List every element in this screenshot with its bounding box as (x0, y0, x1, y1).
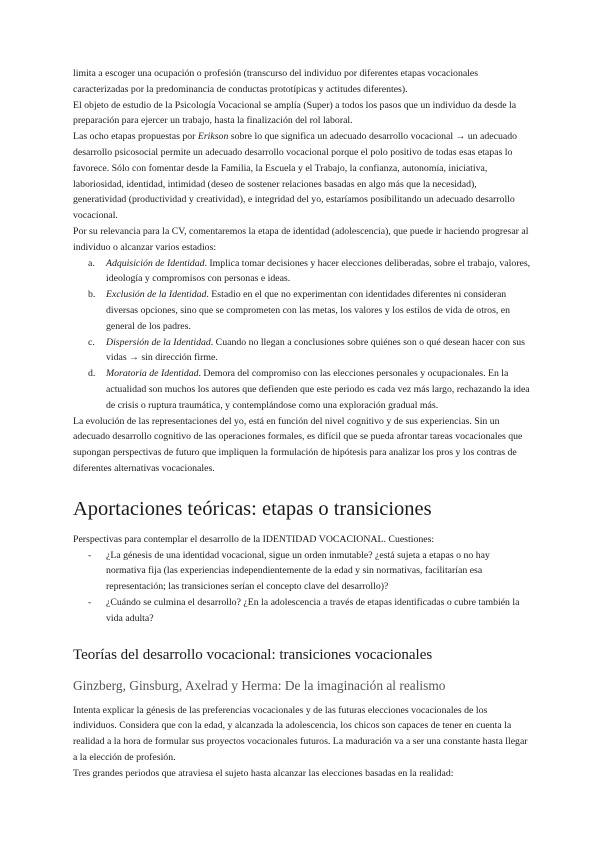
stage-title: Adquisición de Identidad (106, 257, 205, 269)
section-heading-vocational-theories: Teorías del desarrollo vocacional: transiciones vocacionales (73, 646, 433, 663)
stage-title: Moratoria de Identidad (106, 368, 199, 380)
section-heading-ginzberg: Ginzberg, Ginsburg, Axelrad y Herma: De la imaginación al realismo (73, 677, 446, 693)
erikson-text-before: Las ocho etapas propuestas por (73, 131, 198, 143)
paragraph-intro-2: El objeto de estudio de la Psicología Vocacional se amplía (Super) a todos los pasos que un individuo da desde la preparación para ejercer un trabajo, hasta la finalización del rol laboral. (73, 99, 517, 127)
stage-text: . Cuando no llegan a conclusiones sobre quiénes son o qué desean hacer con sus vidas → sin dirección firme. (106, 336, 525, 364)
question-text: ¿Cuándo se culmina el desarrollo? ¿En la adolescencia a través de etapas identificadas o cubre también la vida adulta? (106, 596, 520, 624)
stage-text: . Implica tomar decisiones y hacer elecciones deliberadas, sobre el trabajo, valores, ideología y compromisos con personas e ideas. (106, 257, 531, 285)
list-marker: d. (88, 368, 96, 380)
list-item (73, 548, 531, 595)
erikson-name: Erikson (197, 131, 229, 143)
paragraph-identity-stage: Por su relevancia para la CV, comentaremos la etapa de identidad (adolescencia), que puede ir haciendo progresar al individuo o alcanzar varios estadios: (73, 225, 529, 253)
stage-text: . Estadio en el que no experimentan con identidades diferentes ni consideran diversas opciones, sino que se comprometen con las metas, los valores y los estilos de vida de otros, en general de los padres. (106, 289, 511, 332)
list-item (73, 366, 531, 413)
document-page (73, 66, 531, 781)
list-item (73, 335, 531, 367)
paragraph-cognitive-level: La evolución de las representaciones del yo, está en función del nivel cognitivo y de sus experiencias. Sin un adecuado desarrollo cognitivo de las operaciones formales, es difícil que se pueda afrontar tareas vocacionales que supongan perspectivas de futuro que impliquen la formulación de hipótesis para analizar los pros y los contras de diferentes alternativas vocacionales. (73, 415, 523, 474)
stage-title: Dispersión de la Identidad (106, 336, 211, 348)
identity-states-list (73, 256, 531, 414)
paragraph-perspectives: Perspectivas para contemplar el desarrollo de la IDENTIDAD VOCACIONAL. Cuestiones: (73, 533, 435, 545)
list-item (73, 256, 531, 288)
paragraph-erikson (73, 129, 531, 224)
question-text: ¿La génesis de una identidad vocacional, sigue un orden inmutable? ¿está sujeta a etapas o no hay normativa fija (las experiencias independientemente de la edad y sin normativas, facilitarían esa representación; las transiciones serían el concepto clave del desarrollo)? (106, 549, 490, 593)
list-item (73, 287, 531, 334)
questions-list (73, 548, 531, 627)
section-heading-theoretical-contributions: Aportaciones teóricas: etapas o transiciones (73, 497, 432, 520)
paragraph-ginzberg-2: Tres grandes periodos que atraviesa el sujeto hasta alcanzar las elecciones basadas en la realidad: (73, 767, 454, 779)
stage-text: . Demora del compromiso con las elecciones personales y ocupacionales. En la actualidad son muchos los autores que defienden que este periodo es cada vez más largo, rechazando la idea de crisis o ruptura traumática, y contemplándose como una exploración gradual más. (106, 368, 530, 411)
list-marker: - (88, 596, 92, 608)
list-marker: b. (88, 289, 96, 301)
list-marker: a. (88, 257, 95, 269)
erikson-text-after: sobre lo que significa un adecuado desarrollo vocacional → un adecuado desarrollo psicosocial permite un adecuado desarrollo vocacional porque el polo positivo de todas esas etapas lo favorece. Sólo con fomentar desde la Familia, la Escuela y el Trabajo, la confianza, autonomía, iniciativa, laboriosidad, identidad, intimidad (deseo de sostener relaciones basadas en algo más que la necesidad), generatividad (productividad y creatividad), e integridad del yo, estaríamos posibilitando un adecuado desarrollo vocacional. (73, 131, 517, 222)
paragraph-intro-1: limita a escoger una ocupación o profesión (transcurso del individuo por diferentes etapas vocacionales caracterizadas por la predominancia de conductas prototípicas y actitudes diferentes). (73, 68, 479, 95)
paragraph-ginzberg-1: Intenta explicar la génesis de las preferencias vocacionales y de las futuras elecciones vocacionales de los individuos. Considera que con la edad, y alcanzada la adolescencia, los chicos son capaces de tener en cuenta la realidad a la hora de formular sus proyectos vocacionales futuros. La maduración va a ser una constante hasta llegar a la elección de profesión. (73, 704, 528, 763)
list-marker: c. (88, 336, 95, 348)
list-item (73, 595, 531, 627)
list-marker: - (88, 549, 92, 561)
stage-title: Exclusión de la Identidad (106, 289, 207, 301)
